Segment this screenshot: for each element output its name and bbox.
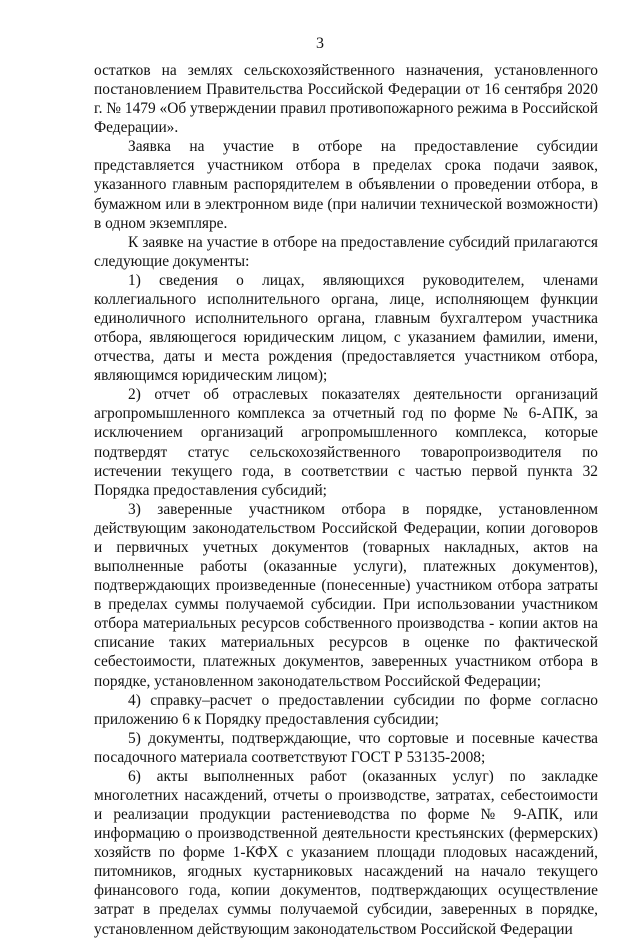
paragraph-application-submission: Заявка на участие в отборе на предоставление субсидии представляется участником отбора в пределах срока подачи заявок, указанного главным распорядителем в объявлении о проведении отбора, в бумажном или в электронном виде (при наличии технической возможности) в одном экземпляре. [94, 138, 598, 232]
document-body [94, 61, 598, 939]
list-item-1: 1) сведения о лицах, являющихся руководителем, членами коллегиального исполнительного органа, лице, исполняющем функции единоличного исполнительного органа, главным бухгалтером участника отбора, являющегося юридическим лицом, с указанием фамилии, имени, отчества, даты и места рождения (предоставляется участником отбора, являющимся юридическим лицом); [94, 271, 598, 385]
list-item-2: 2) отчет об отраслевых показателях деятельности организаций агропромышленного комплекса за отчетный год по форме № 6-АПК, за исключением организаций агропромышленного комплекса, которые подтвердят статус сельскохозяйственного товаропроизводителя по истечении текущего года, в соответствии с частью первой пункта 32 Порядка предоставления субсидий; [94, 386, 598, 499]
paragraph-attachments-intro: К заявке на участие в отборе на предоставление субсидий прилагаются следующие документы: [94, 233, 598, 270]
list-item-3: 3) заверенные участником отбора в порядке, установленном действующим законодательством Российской Федерации, копии договоров и первичных учетных документов (товарных накладных, актов на выполненные работы (оказанные услуги), платежных документов), подтверждающих произведенные (понесенные) участником отбора затраты в пределах суммы получаемой субсидии. При использовании участником отбора материальных ресурсов собственного производства - копии актов на списание таких материальных ресурсов в оценке по фактической себестоимости, платежных документов, заверенных участником отбора в порядке, установленном законодательством Российской Федерации; [94, 500, 598, 690]
list-item-5: 5) документы, подтверждающие, что сортовые и посевные качества посадочного материала соответствуют ГОСТ Р 53135-2008; [94, 729, 598, 766]
paragraph-continuation: остатков на землях сельскохозяйственного назначения, установленного постановлением Правительства Российской Федерации от 16 сентября 2020 г. № 1479 «Об утверждении правил противопожарного режима в Российской Федерации». [94, 62, 598, 137]
page-number: 3 [316, 35, 324, 52]
list-item-6: 6) акты выполненных работ (оказанных услуг) по закладке многолетних насаждений, отчеты о производстве, затратах, себестоимости и реализации продукции растениеводства по форме № 9-АПК, или информацию о производственной деятельности крестьянских (фермерских) хозяйств по форме 1-КФХ с указанием площади плодовых насаждений, питомников, ягодных кустарниковых насаждений на начало текущего финансового года, копии документов, подтверждающих осуществление затрат в пределах суммы получаемой субсидии, заверенных в порядке, установленном действующим законодательством Российской Федерации [94, 767, 598, 938]
list-item-4: 4) справку–расчет о предоставлении субсидии по форме согласно приложению 6 к Порядку предоставления субсидии; [94, 691, 598, 728]
